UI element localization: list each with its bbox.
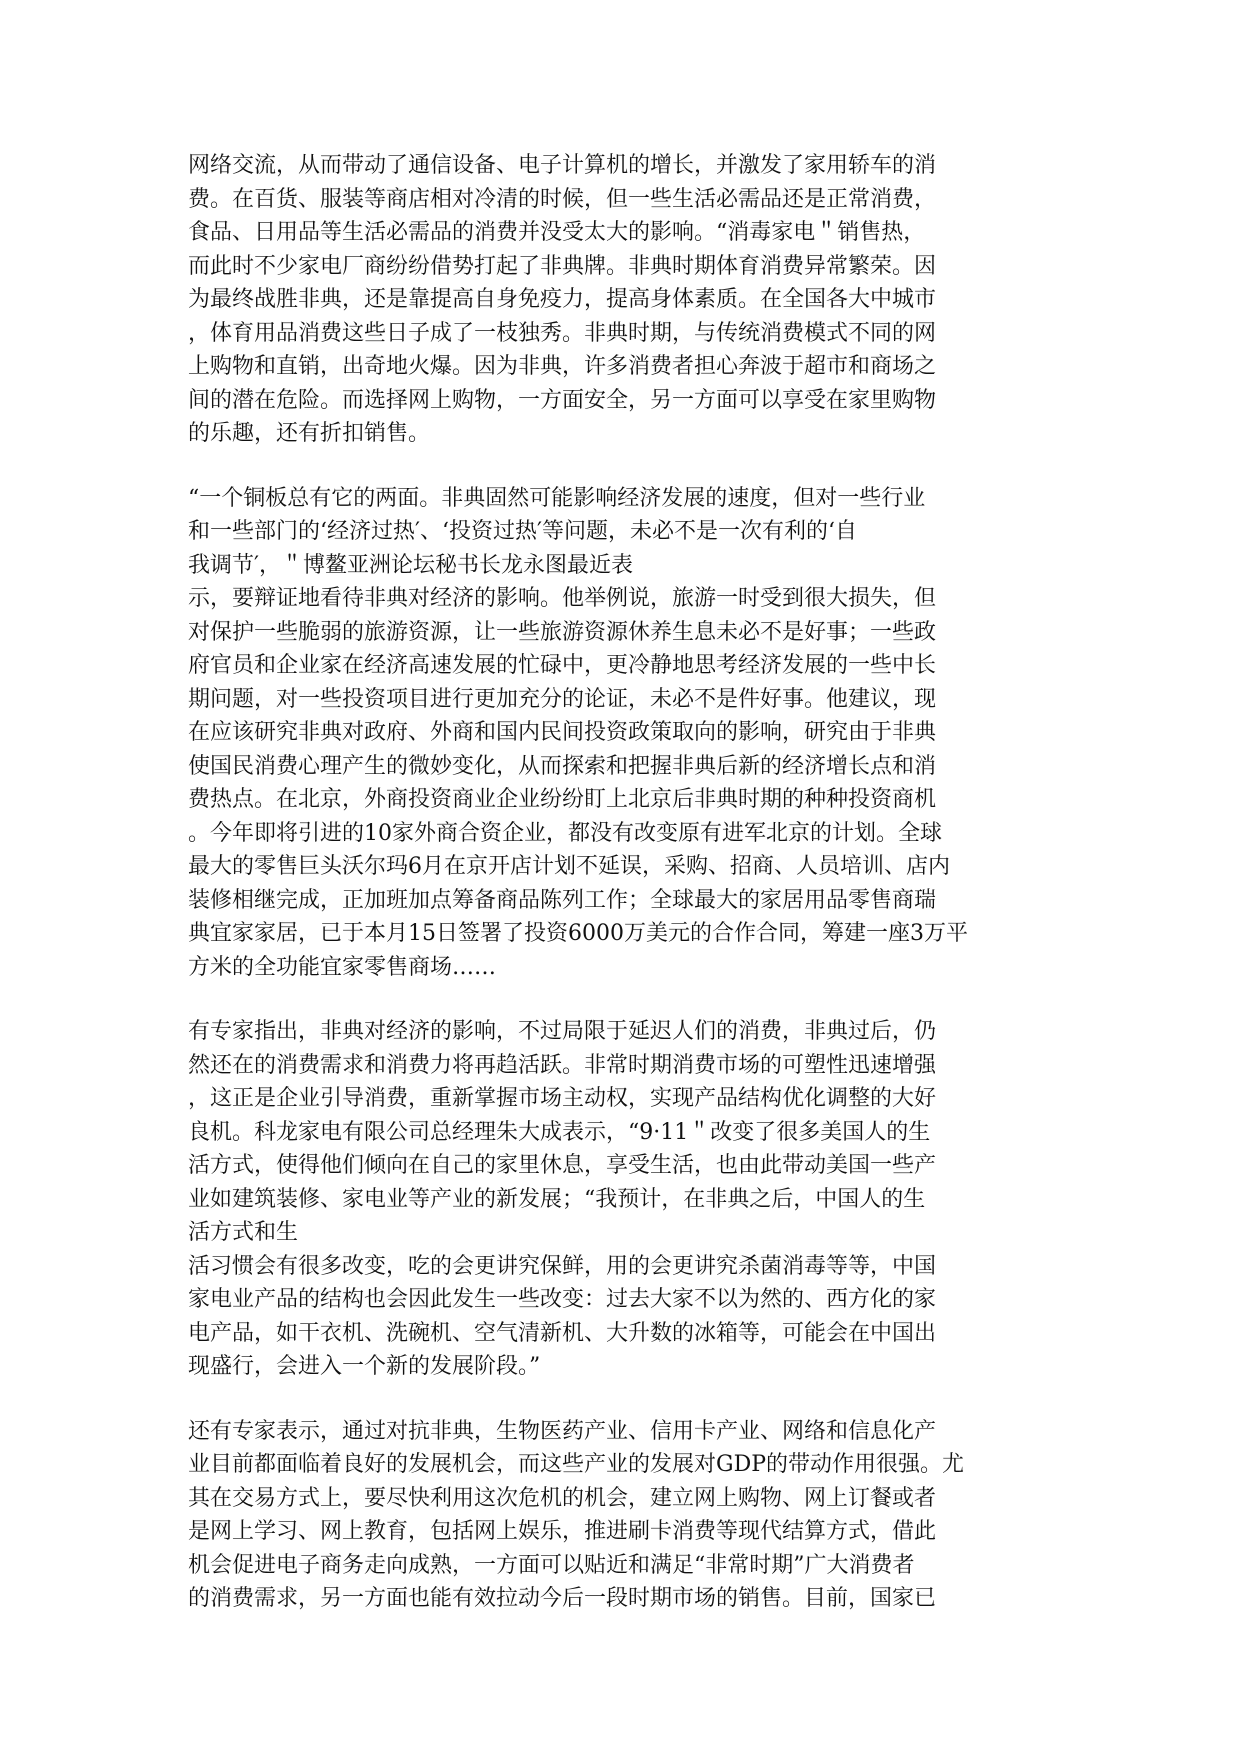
paragraph — [188, 149, 1088, 451]
text-line: 是网上学习、网上教育，包括网上娱乐，推进刷卡消费等现代结算方式，借此 — [188, 1519, 937, 1544]
text-line: 家电业产品的结构也会因此发生一些改变：过去大家不以为然的、西方化的家 — [188, 1287, 937, 1312]
text-line: 业目前都面临着良好的发展机会，而这些产业的发展对GDP的带动作用很强。尤 — [188, 1452, 965, 1477]
text-line: 活方式，使得他们倾向在自己的家里休息，享受生活，也由此带动美国一些产 — [188, 1153, 937, 1178]
text-line: 现盛行，会进入一个新的发展阶段。” — [188, 1354, 541, 1379]
text-line: 上购物和直销，出奇地火爆。因为非典，许多消费者担心奔波于超市和商场之 — [188, 354, 937, 379]
text-line: 为最终战胜非典，还是靠提高自身免疫力，提高身体素质。在全国各大中城市 — [188, 287, 937, 312]
text-line: 和一些部门的‘经济过热′、‘投资过热′等问题，未必不是一次有利的‘自 — [188, 519, 857, 544]
text-line: 活习惯会有很多改变，吃的会更讲究保鲜，用的会更讲究杀菌消毒等等，中国 — [188, 1253, 937, 1279]
text-line: 在应该研究非典对政府、外商和国内民间投资政策取向的影响，研究由于非典 — [188, 720, 937, 745]
text-line: 还有专家表示，通过对抗非典，生物医药产业、信用卡产业、网络和信息化产 — [188, 1418, 937, 1444]
text-line: 机会促进电子商务走向成熟，一方面可以贴近和满足“非常时期”广大消费者 — [188, 1552, 915, 1578]
article-body — [188, 149, 1088, 1647]
text-line: 网络交流，从而带动了通信设备、电子计算机的增长，并激发了家用轿车的消 — [188, 153, 937, 178]
text-line: 最大的零售巨头沃尔玛6月在京开店计划不延误，采购、招商、人员培训、店内 — [188, 854, 950, 879]
text-line: 良机。科龙家电有限公司总经理朱大成表示，“9·11＂改变了很多美国人的生 — [188, 1119, 931, 1145]
paragraph — [188, 1415, 1088, 1616]
text-line: 而此时不少家电厂商纷纷借势打起了非典牌。非典时期体育消费异常繁荣。因 — [188, 253, 937, 279]
text-line: 府官员和企业家在经济高速发展的忙碌中，更冷静地思考经济发展的一些中长 — [188, 653, 937, 678]
text-line: 装修相继完成，正加班加点筹备商品陈列工作；全球最大的家居用品零售商瑞 — [188, 887, 937, 913]
text-line: ，体育用品消费这些日子成了一枝独秀。非典时期，与传统消费模式不同的网 — [188, 320, 937, 346]
text-line: 食品、日用品等生活必需品的消费并没受太大的影响。“消毒家电＂销售热， — [188, 220, 926, 245]
text-line: 我调节′，＂博鳌亚洲论坛秘书长龙永图最近表 — [188, 552, 633, 578]
text-line: 的乐趣，还有折扣销售。 — [188, 421, 431, 446]
text-line: ，这正是企业引导消费，重新掌握市场主动权，实现产品结构优化调整的大好 — [188, 1086, 937, 1111]
text-line: 活方式和生 — [188, 1220, 299, 1245]
text-line: 期问题，对一些投资项目进行更加充分的论证，未必不是件好事。他建议，现 — [188, 686, 937, 712]
text-line: 费。在百货、服装等商店相对冷清的时候，但一些生活必需品还是正常消费， — [188, 186, 937, 212]
text-line: 。今年即将引进的10家外商合资企业，都没有改变原有进军北京的计划。全球 — [188, 820, 942, 846]
text-line: 的消费需求，另一方面也能有效拉动今后一段时期市场的销售。目前，国家已 — [188, 1586, 937, 1611]
text-line: 业如建筑装修、家电业等产业的新发展；“我预计，在非典之后，中国人的生 — [188, 1186, 926, 1212]
text-line: 费热点。在北京，外商投资商业企业纷纷盯上北京后非典时期的种种投资商机 — [188, 787, 937, 812]
text-line: 使国民消费心理产生的微妙变化，从而探索和把握非典后新的经济增长点和消 — [188, 753, 937, 779]
text-line: 然还在的消费需求和消费力将再趋活跃。非常时期消费市场的可塑性迅速增强 — [188, 1052, 937, 1078]
text-line: 典宜家家居，已于本月15日签署了投资6000万美元的合作合同，筹建一座3万平 — [188, 921, 968, 946]
text-line: 对保护一些脆弱的旅游资源，让一些旅游资源休养生息未必不是好事；一些政 — [188, 619, 937, 645]
paragraph — [188, 1015, 1088, 1384]
text-line: 间的潜在危险。而选择网上购物，一方面安全，另一方面可以享受在家里购物 — [188, 387, 937, 413]
paragraph — [188, 482, 1088, 985]
text-line: 有专家指出，非典对经济的影响，不过局限于延迟人们的消费，非典过后，仍 — [188, 1019, 937, 1044]
text-line: 方米的全功能宜家零售商场…… — [188, 954, 497, 980]
text-line: 电产品，如干衣机、洗碗机、空气清新机、大升数的冰箱等，可能会在中国出 — [188, 1320, 937, 1346]
text-line: 其在交易方式上，要尽快利用这次危机的机会，建立网上购物、网上订餐或者 — [188, 1485, 937, 1511]
text-line: 示，要辩证地看待非典对经济的影响。他举例说，旅游一时受到很大损失，但 — [188, 586, 937, 611]
text-line: “一个铜板总有它的两面。非典固然可能影响经济发展的速度，但对一些行业 — [188, 485, 926, 511]
